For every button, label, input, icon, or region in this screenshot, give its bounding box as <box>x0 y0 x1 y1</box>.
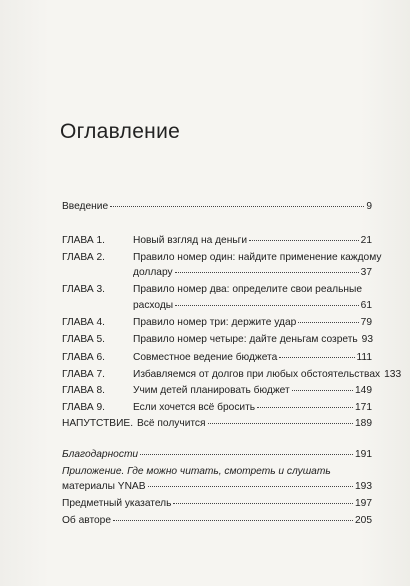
page-number: 9 <box>366 201 372 212</box>
entry-text: Приложение. Где можно читать, смотреть и слушать <box>62 466 331 477</box>
page-number: 205 <box>355 515 372 526</box>
chapter-label: ГЛАВА 3. <box>62 284 106 295</box>
chapter-label: ГЛАВА 6. <box>62 352 106 363</box>
entry-text: Об авторе <box>62 515 111 526</box>
page-number: 197 <box>355 498 372 509</box>
entry-text: Избавляемся от долгов при любых обстоятельствах <box>133 369 381 380</box>
chapter-label: ГЛАВА 7. <box>62 369 106 380</box>
chapter-label: ГЛАВА 1. <box>62 235 106 246</box>
toc-entry <box>62 465 372 478</box>
page-number: 149 <box>355 385 372 396</box>
toc-entry <box>62 480 372 493</box>
entry-text: расходы <box>133 300 174 311</box>
page-number: 79 <box>360 317 372 328</box>
entry-text: Правило номер один: найдите применение каждому <box>133 252 382 263</box>
page-number: 171 <box>355 402 372 413</box>
leader-dots <box>173 502 353 504</box>
toc-entry <box>62 448 372 461</box>
toc-title: Оглавление <box>60 120 181 143</box>
chapter-label: ГЛАВА 9. <box>62 402 106 413</box>
leader-dots <box>175 271 359 273</box>
entry-text: Если хочется всё бросить <box>133 402 256 413</box>
leader-dots <box>113 519 353 521</box>
toc-entry <box>133 234 372 247</box>
leader-dots <box>148 485 353 487</box>
leader-dots <box>175 304 359 306</box>
toc-entry <box>137 417 372 430</box>
toc-entry <box>133 266 372 279</box>
toc-entry <box>133 299 372 312</box>
toc-entry <box>133 251 382 264</box>
leader-dots <box>249 239 359 241</box>
toc-entry <box>133 384 372 397</box>
toc-entry <box>133 351 372 364</box>
toc-entry <box>133 283 372 296</box>
toc-entry <box>133 333 372 346</box>
entry-text: Новый взгляд на деньги <box>133 235 248 246</box>
toc-entry <box>133 368 402 381</box>
entry-text: материалы YNAB <box>62 481 146 492</box>
page-number: 111 <box>356 352 372 363</box>
entry-text: Благодарности <box>62 449 139 460</box>
toc-entry <box>62 497 372 510</box>
entry-text: Совместное ведение бюджета <box>133 352 278 363</box>
chapter-label: НАПУТСТВИЕ. <box>62 418 134 429</box>
leader-dots <box>110 205 364 207</box>
entry-text: Предметный указатель <box>62 498 172 509</box>
entry-text: Учим детей планировать бюджет <box>133 385 290 396</box>
entry-text: Всё получится <box>137 418 206 429</box>
leader-dots <box>298 321 358 323</box>
page-number: 21 <box>360 235 372 246</box>
toc-entry <box>133 316 372 329</box>
chapter-label: ГЛАВА 8. <box>62 385 106 396</box>
page-number: 61 <box>360 300 372 311</box>
chapter-label: ГЛАВА 5. <box>62 334 106 345</box>
page-number: 191 <box>355 449 372 460</box>
page-number: 37 <box>360 267 372 278</box>
leader-dots <box>257 406 353 408</box>
entry-text: Правило номер два: определите свои реальные <box>133 284 363 295</box>
leader-dots <box>208 422 353 424</box>
leader-dots <box>292 389 353 391</box>
leader-dots <box>140 453 353 455</box>
page-number: 133 <box>384 369 402 380</box>
leader-dots <box>279 356 354 358</box>
chapter-label: ГЛАВА 2. <box>62 252 106 263</box>
entry-text: Правило номер три: держите удар <box>133 317 297 328</box>
toc-entry <box>62 514 372 527</box>
toc-entry <box>62 200 372 213</box>
chapter-label: ГЛАВА 4. <box>62 317 106 328</box>
toc-entry <box>133 401 372 414</box>
entry-text: Введение <box>62 201 109 212</box>
page-number: 189 <box>355 418 372 429</box>
entry-text: доллару <box>133 267 173 278</box>
page-number: 193 <box>355 481 372 492</box>
page-number: 93 <box>361 334 374 345</box>
entry-text: Правило номер четыре: дайте деньгам созреть <box>133 334 358 345</box>
